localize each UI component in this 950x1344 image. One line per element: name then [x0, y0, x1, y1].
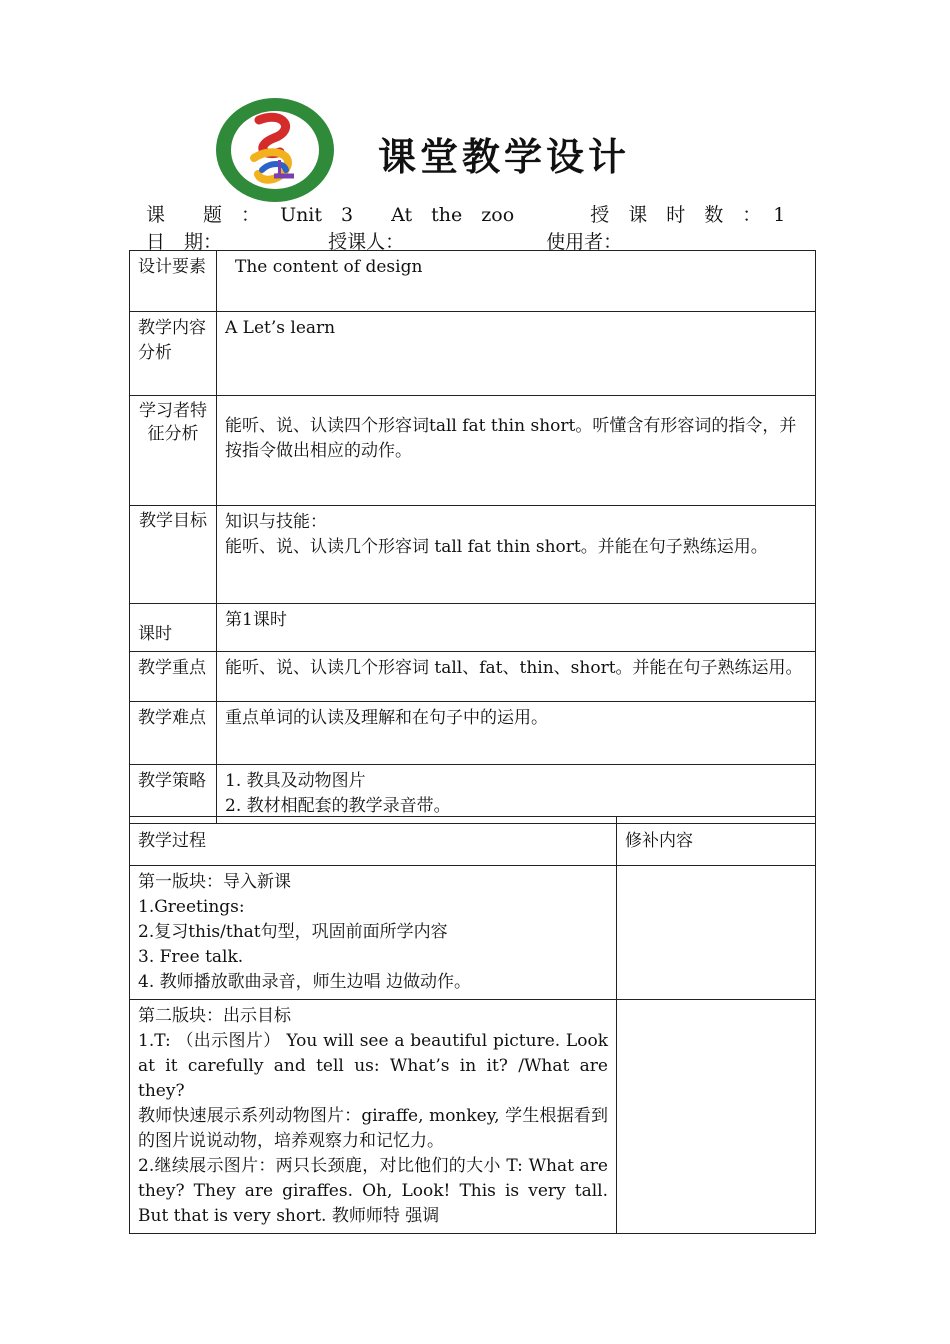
strategy-line-2: 2. 教材相配套的教学录音带。	[225, 796, 451, 816]
label-strategies: 教学策略	[130, 765, 217, 824]
label-difficulties: 教学难点	[130, 702, 217, 765]
school-logo	[214, 96, 336, 204]
label-class-hours: 课时	[130, 604, 217, 652]
hours-value: 1	[773, 204, 786, 226]
process-block-1	[130, 866, 617, 1000]
header-topic-row	[146, 200, 785, 227]
goals-line-2: 能听、说、认读几个形容词 tall fat thin short。并能在句子熟练运用。	[225, 537, 768, 557]
label-content-analysis: 教学内容分析	[130, 312, 217, 396]
process-block-2	[130, 1000, 617, 1234]
block1-line-2: 2.复习this/that句型，巩固前面所学内容	[138, 922, 448, 942]
content-learner-features: 能听、说、认读四个形容词tall fat thin short。听懂含有形容词的指令，并按指令做出相应的动作。	[217, 396, 816, 506]
revision-cell-1	[617, 866, 816, 1000]
content-strategies	[217, 765, 816, 824]
block1-title: 第一版块：导入新课	[138, 872, 291, 892]
label-design-elements: 设计要素	[130, 251, 217, 312]
design-table	[129, 250, 816, 824]
process-table	[129, 816, 816, 1234]
content-difficulties: 重点单词的认读及理解和在句子中的运用。	[217, 702, 816, 765]
content-design-elements: The content of design	[217, 251, 816, 312]
label-teaching-goals: 教学目标	[130, 506, 217, 604]
label-key-points: 教学重点	[130, 652, 217, 702]
block2-title: 第二版块：出示目标	[138, 1006, 291, 1026]
user-label: 使用者：	[546, 231, 623, 253]
content-content-analysis: A Let’s learn	[217, 312, 816, 396]
revision-cell-2	[617, 1000, 816, 1234]
block2-para-2: 教师快速展示系列动物图片：giraffe, monkey, 学生根据看到的图片说说动物，培养观察力和记忆力。	[138, 1106, 608, 1151]
content-class-hours: 第1课时	[217, 604, 816, 652]
teacher-label: 授课人：	[328, 231, 405, 253]
topic-label: 课 题 ：	[146, 204, 261, 226]
topic-value: Unit 3 At the zoo	[280, 204, 515, 226]
hours-label: 授 课 时 数 ：	[590, 204, 762, 226]
block1-line-4: 4. 教师播放歌曲录音，师生边唱 边做动作。	[138, 972, 472, 992]
block1-line-1: 1.Greetings:	[138, 897, 245, 917]
revision-header: 修补内容	[617, 817, 816, 866]
content-teaching-goals	[217, 506, 816, 604]
strategy-line-1: 1. 教具及动物图片	[225, 771, 366, 791]
content-key-points: 能听、说、认读几个形容词 tall、fat、thin、short。并能在句子熟练运用。	[217, 652, 816, 702]
label-learner-features: 学习者特征分析	[130, 396, 217, 506]
date-label: 日 期：	[146, 231, 223, 253]
block2-para-3: 2.继续展示图片：两只长颈鹿，对比他们的大小 T: What are they? They are giraffes. Oh, Look! This is very tall. But that is very short. 教师师特 强调	[138, 1156, 608, 1226]
page-title: 课堂教学设计	[378, 134, 631, 179]
block2-para-1: 1.T: （出示图片） You will see a beautiful picture. Look at it carefully and tell us: What’s in it? /What are they?	[138, 1031, 608, 1101]
goals-line-1: 知识与技能：	[225, 512, 327, 532]
block1-line-3: 3. Free talk.	[138, 947, 244, 967]
process-header: 教学过程	[130, 817, 617, 866]
